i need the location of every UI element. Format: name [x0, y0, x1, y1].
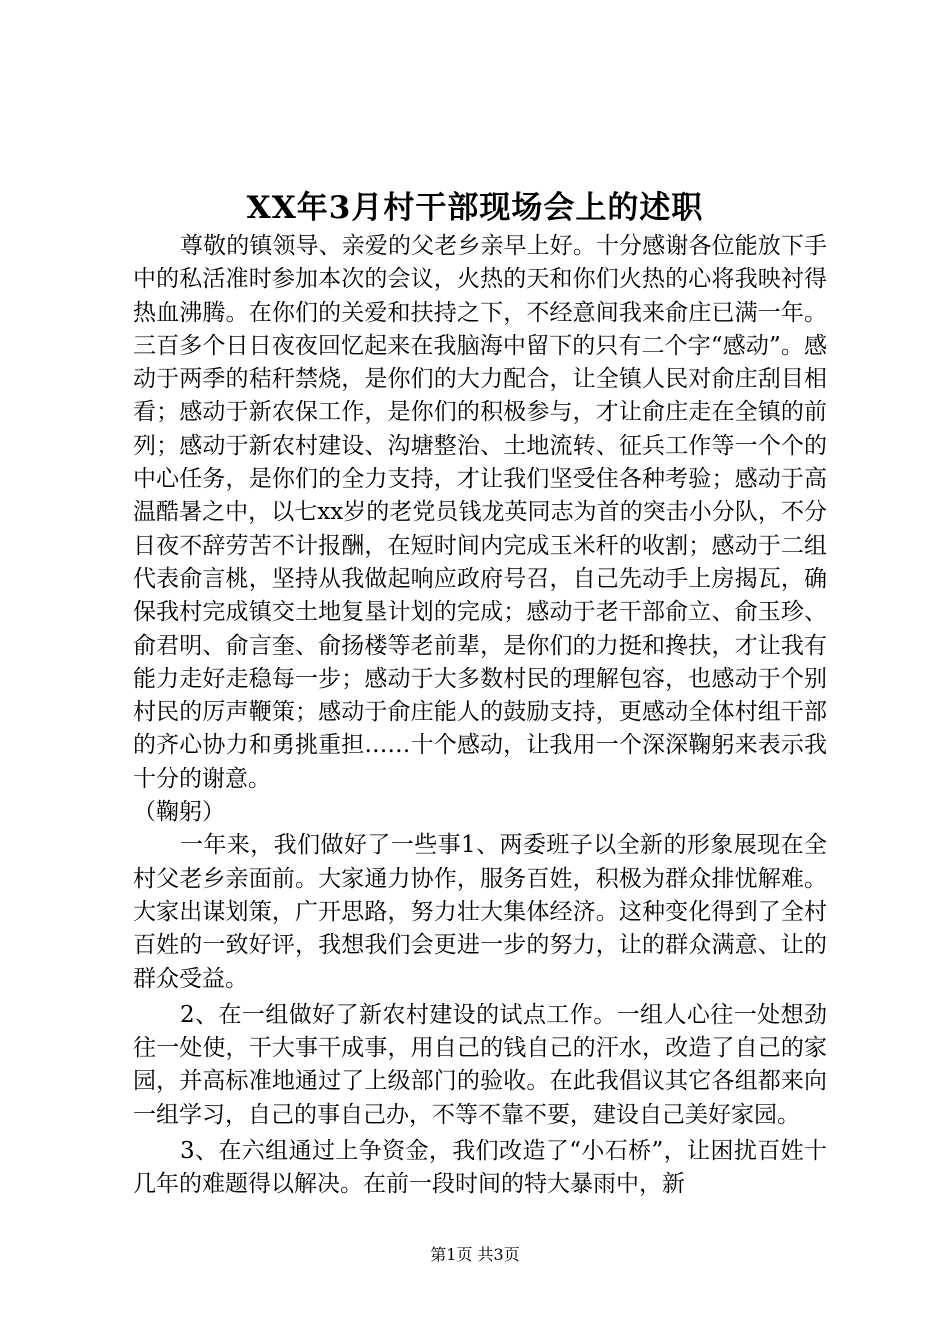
document-title: XX年3月村干部现场会上的述职	[246, 190, 704, 226]
document-body	[133, 230, 827, 1202]
paragraph-achievement-1: 一年来，我们做好了一些事1、两委班子以全新的形象展现在全村父老乡亲面前。大家通力协作，服务百姓，积极为群众排忧解难。大家出谋划策，广开思路，努力壮大集体经济。这种变化得到了全村百姓的一致好评，我想我们会更进一步的努力，让的群众满意、让的群众受益。	[133, 832, 827, 992]
paragraph-achievement-2: 2、在一组做好了新农村建设的试点工作。一组人心往一处想劲往一处使，干大事干成事，用自己的钱自己的汗水，改造了自己的家园，并高标准地通过了上级部门的验收。在此我倡议其它各组都来向一组学习，自己的事自己办，不等不靠不要，建设自己美好家园。	[133, 1001, 827, 1128]
paragraph-achievement-3: 3、在六组通过上争资金，我们改造了“小石桥”，让困扰百姓十几年的难题得以解决。在前一段时间的特大暴雨中，新	[133, 1138, 827, 1198]
page-footer: 第1页 共3页	[430, 1245, 520, 1264]
paragraph-bow: （鞠躬）	[133, 799, 225, 826]
paragraph-opening: 尊敬的镇领导、亲爱的父老乡亲早上好。十分感谢各位能放下手中的私活准时参加本次的会议，火热的天和你们火热的心将我映衬得热血沸腾。在你们的关爱和扶持之下，不经意间我来俞庄已满一年。三百多个日日夜夜回忆起来在我脑海中留下的只有二个字“感动”。感动于两季的秸秆禁烧，是你们的大力配合，让全镇人民对俞庄刮目相看；感动于新农保工作，是你们的积极参与，才让俞庄走在全镇的前列；感动于新农村建设、沟塘整治、土地流转、征兵工作等一个个的中心任务，是你们的全力支持，才让我们坚受住各种考验；感动于高温酷暑之中，以七xx岁的老党员钱龙英同志为首的突击小分队，不分日夜不辞劳苦不计报酬，在短时间内完成玉米秆的收割；感动于二组代表俞言桃，坚持从我做起响应政府号召，自己先动手上房揭瓦，确保我村完成镇交土地复垦计划的完成；感动于老干部俞立、俞玉珍、俞君明、俞言奎、俞扬楼等老前辈，是你们的力挺和搀扶，才让我有能力走好走稳每一步；感动于大多数村民的理解包容，也感动于个别村民的厉声鞭策；感动于俞庄能人的鼓励支持，更感动全体村组干部的齐心协力和勇挑重担……十个感动，让我用一个深深鞠躬来表示我十分的谢意。	[133, 233, 827, 792]
